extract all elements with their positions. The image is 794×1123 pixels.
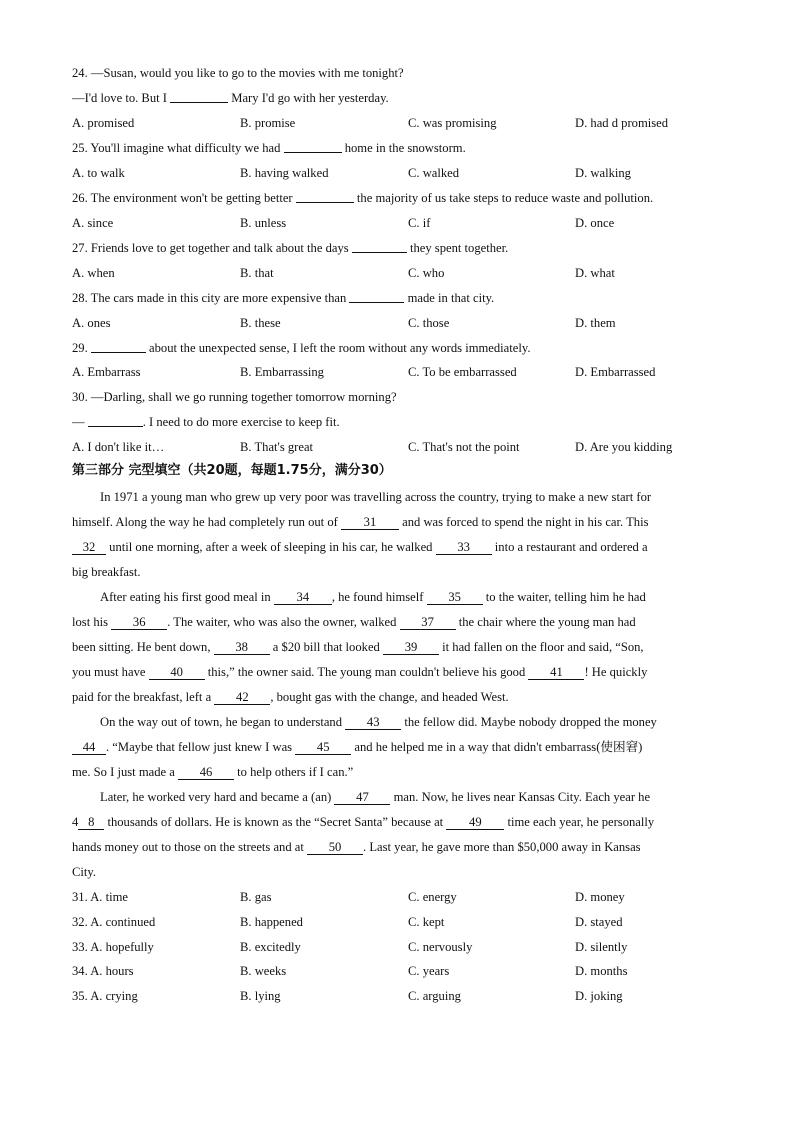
option-d: D. what: [575, 266, 615, 280]
section-title: 第三部分 完型填空（共20题，每题1.75分，满分30）: [72, 463, 392, 478]
answer-blank: [349, 290, 404, 303]
cloze-blank: 38: [214, 641, 270, 655]
text: to the waiter, telling him he had: [482, 590, 646, 604]
option-c: C. That's not the point: [408, 440, 520, 454]
cloze-option: 32. A. continued: [72, 915, 156, 929]
text: himself. Along the way he had completely run out of: [72, 515, 341, 529]
text: ! He quickly: [584, 665, 648, 679]
question-30-reply: [72, 414, 340, 430]
cloze-blank: 37: [400, 616, 456, 630]
option-b: B. promise: [240, 116, 296, 130]
passage-line: City.: [72, 865, 97, 879]
cloze-blank: 43: [345, 716, 401, 730]
option-b: B. That's great: [240, 440, 314, 454]
cloze-option: B. lying: [240, 989, 281, 1003]
cloze-option: C. arguing: [408, 989, 461, 1003]
option-b: B. that: [240, 266, 274, 280]
text: , he found himself: [331, 590, 427, 604]
answer-blank: [352, 240, 407, 253]
text: 29.: [72, 341, 91, 355]
cloze-blank: 8: [78, 816, 104, 830]
option-d: D. had d promised: [575, 116, 669, 130]
option-a: A. I don't like it…: [72, 440, 165, 454]
text: On the way out of town, he began to understand: [100, 715, 346, 729]
text: paid for the breakfast, left a: [72, 690, 215, 704]
cloze-option: C. energy: [408, 890, 457, 904]
text: , bought gas with the change, and headed West.: [270, 690, 509, 704]
cloze-blank: 47: [334, 791, 390, 805]
question-29-stem: [72, 340, 530, 356]
text: lost his: [72, 615, 112, 629]
option-a: A. since: [72, 216, 114, 230]
text: 25. You'll imagine what difficulty we had: [72, 141, 284, 155]
cloze-option: D. months: [575, 964, 628, 978]
option-a: A. ones: [72, 316, 111, 330]
option-d: D. walking: [575, 166, 631, 180]
text: . I need to do more exercise to keep fit.: [142, 415, 340, 429]
answer-blank: [91, 340, 146, 353]
text: the majority of us take steps to reduce waste and pollution.: [353, 191, 654, 205]
passage-line: [100, 589, 646, 605]
passage-line: [72, 639, 644, 655]
question-28-stem: [72, 290, 494, 306]
cloze-blank: 35: [427, 591, 483, 605]
option-b: B. having walked: [240, 166, 329, 180]
option-c: C. who: [408, 266, 445, 280]
option-b: B. Embarrassing: [240, 365, 324, 379]
cloze-option: D. silently: [575, 940, 628, 954]
option-d: D. Are you kidding: [575, 440, 673, 454]
text: Mary I'd go with her yesterday.: [228, 91, 389, 105]
option-a: A. to walk: [72, 166, 125, 180]
question-25-stem: [72, 140, 466, 156]
text: a $20 bill that looked: [269, 640, 383, 654]
cloze-blank: 39: [383, 641, 439, 655]
passage-line: [72, 764, 353, 780]
answer-blank: [296, 190, 354, 203]
cloze-option: C. nervously: [408, 940, 473, 954]
passage-line: [72, 839, 641, 855]
question-30-stem: 30. —Darling, shall we go running together tomorrow morning?: [72, 390, 397, 404]
text: the fellow did. Maybe nobody dropped the money: [401, 715, 657, 729]
cloze-blank: 49: [446, 816, 504, 830]
text: . “Maybe that fellow just knew I was: [106, 740, 296, 754]
option-d: D. them: [575, 316, 616, 330]
cloze-blank: 44: [72, 741, 106, 755]
option-c: C. was promising: [408, 116, 497, 130]
text: thousands of dollars. He is known as the “Secret Santa” because at: [104, 815, 447, 829]
option-b: B. unless: [240, 216, 287, 230]
cloze-option: B. happened: [240, 915, 303, 929]
cloze-blank: 32: [72, 541, 106, 555]
text: it had fallen on the floor and said, “Son,: [438, 640, 644, 654]
text: they spent together.: [406, 241, 509, 255]
passage-line: [72, 814, 654, 830]
text: time each year, he personally: [504, 815, 655, 829]
cloze-option: C. years: [408, 964, 450, 978]
option-c: C. if: [408, 216, 431, 230]
cloze-blank: 41: [528, 666, 584, 680]
text: made in that city.: [404, 291, 495, 305]
cloze-blank: 31: [341, 516, 399, 530]
cloze-option: 31. A. time: [72, 890, 128, 904]
cloze-option: D. money: [575, 890, 625, 904]
passage-line: [100, 789, 650, 805]
passage-line: [72, 664, 647, 680]
cloze-option: D. stayed: [575, 915, 623, 929]
cloze-blank: 46: [178, 766, 234, 780]
text: —I'd love to. But I: [72, 91, 171, 105]
text: After eating his first good meal in: [100, 590, 274, 604]
text: you must have: [72, 665, 149, 679]
cloze-option: B. gas: [240, 890, 272, 904]
option-a: A. when: [72, 266, 115, 280]
option-b: B. these: [240, 316, 281, 330]
passage-line: [72, 739, 642, 755]
passage-line: [72, 614, 636, 630]
text: hands money out to those on the streets and at: [72, 840, 308, 854]
passage-line: In 1971 a young man who grew up very poor was travelling across the country, trying to make a new start for: [100, 490, 652, 504]
option-a: A. promised: [72, 116, 135, 130]
cloze-option: B. weeks: [240, 964, 287, 978]
text: this,” the owner said. The young man couldn't believe his good: [204, 665, 529, 679]
passage-line: [72, 689, 509, 705]
text: into a restaurant and ordered a: [491, 540, 648, 554]
text: me. So I just made a: [72, 765, 178, 779]
question-26-stem: [72, 190, 653, 206]
cloze-option: 35. A. crying: [72, 989, 138, 1003]
question-24-stem: 24. —Susan, would you like to go to the movies with me tonight?: [72, 66, 404, 80]
text: been sitting. He bent down,: [72, 640, 214, 654]
text: to help others if I can.”: [233, 765, 354, 779]
text: 28. The cars made in this city are more expensive than: [72, 291, 350, 305]
option-a: A. Embarrass: [72, 365, 141, 379]
question-27-stem: [72, 240, 508, 256]
option-c: C. To be embarrassed: [408, 365, 517, 379]
cloze-blank: 36: [111, 616, 167, 630]
text: 26. The environment won't be getting better: [72, 191, 296, 205]
cloze-blank: 50: [307, 841, 363, 855]
text: 4: [72, 815, 79, 829]
text: Later, he worked very hard and became a (an): [100, 790, 335, 804]
text: the chair where the young man had: [455, 615, 636, 629]
passage-line: [72, 539, 648, 555]
cloze-option: C. kept: [408, 915, 445, 929]
text: and was forced to spend the night in his car. This: [398, 515, 649, 529]
cloze-option: D. joking: [575, 989, 623, 1003]
cloze-option: 33. A. hopefully: [72, 940, 154, 954]
option-d: D. once: [575, 216, 615, 230]
cloze-option: 34. A. hours: [72, 964, 134, 978]
passage-line: [100, 714, 657, 730]
text: 27. Friends love to get together and talk about the days: [72, 241, 352, 255]
cloze-blank: 40: [149, 666, 205, 680]
option-c: C. those: [408, 316, 450, 330]
answer-blank: [170, 90, 228, 103]
text: . The waiter, who was also the owner, walked: [167, 615, 400, 629]
option-d: D. Embarrassed: [575, 365, 656, 379]
cloze-blank: 34: [274, 591, 332, 605]
text: . Last year, he gave more than $50,000 away in Kansas: [363, 840, 641, 854]
question-24-reply: [72, 90, 389, 106]
passage-line: big breakfast.: [72, 565, 141, 579]
answer-blank: [88, 414, 143, 427]
text: and he helped me in a way that didn't embarrass(使困窘): [351, 740, 643, 754]
cloze-blank: 45: [295, 741, 351, 755]
text: about the unexpected sense, I left the room without any words immediately.: [145, 341, 531, 355]
text: man. Now, he lives near Kansas City. Each year he: [390, 790, 651, 804]
answer-blank: [284, 140, 342, 153]
cloze-blank: 33: [436, 541, 492, 555]
cloze-blank: 42: [214, 691, 270, 705]
passage-line: [72, 514, 648, 530]
text: —: [72, 415, 88, 429]
text: until one morning, after a week of sleeping in his car, he walked: [106, 540, 436, 554]
text: home in the snowstorm.: [341, 141, 466, 155]
cloze-option: B. excitedly: [240, 940, 301, 954]
option-c: C. walked: [408, 166, 460, 180]
